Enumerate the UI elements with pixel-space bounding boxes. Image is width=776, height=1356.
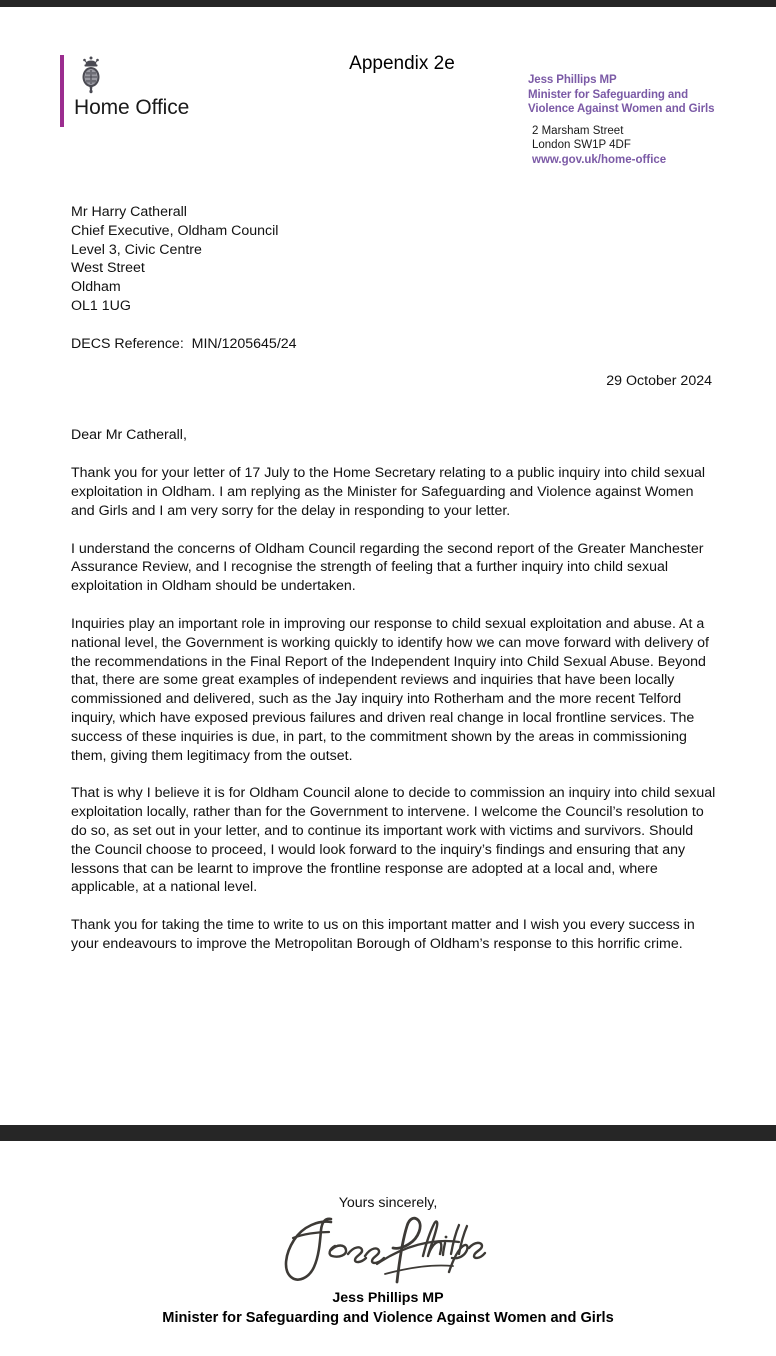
recipient-line-6: OL1 1UG xyxy=(71,297,131,314)
handwritten-signature-icon xyxy=(273,1212,503,1288)
sender-address-line-2: London SW1P 4DF xyxy=(532,139,631,151)
home-office-wordmark: Home Office xyxy=(74,96,190,119)
signer-name: Jess Phillips MP xyxy=(332,1290,444,1306)
salutation: Dear Mr Catherall, xyxy=(71,427,187,444)
recipient-line-1: Mr Harry Catherall xyxy=(71,204,187,220)
recipient-line-3: Level 3, Civic Centre xyxy=(71,241,202,258)
recipient-line-4: West Street xyxy=(71,260,145,277)
top-separator-band xyxy=(0,0,776,7)
decs-reference: DECS Reference: MIN/1205645/24 xyxy=(71,335,297,352)
recipient-line-5: Oldham xyxy=(71,279,121,296)
letter-body xyxy=(71,203,716,968)
signature-image xyxy=(0,1211,776,1289)
letter-date: 29 October 2024 xyxy=(606,372,712,389)
body-paragraph-3: Inquiries play an important role in improving our response to child sexual exploitation and abuse. At a national level, the Government is working quickly to identify how we can move forward with delivery of the recommendations in the Final Report of the Independent Inquiry into Child Sexual Abuse. Beyond that, there are some great examples of independent reviews and inquiries that have been locally commissioned and delivered, such as the Jay inquiry into Rotherham and the more recent Telford inquiry, which have exposed previous failures and driven real change in local frontline services. The success of these inquiries is due, in part, to the commitment shown by the areas in commissioning them, giving them legitimacy from the outset. xyxy=(71,615,709,764)
minister-title-line-1: Minister for Safeguarding and xyxy=(528,88,689,101)
recipient-address-block xyxy=(71,203,716,316)
letter-header xyxy=(0,7,776,177)
sender-contact-block xyxy=(528,73,763,168)
minister-name: Jess Phillips MP xyxy=(528,74,617,86)
body-paragraph-1: Thank you for your letter of 17 July to the Home Secretary relating to a public inquiry into child sexual exploitation in Oldham. I am replying as the Minister for Safeguarding and Violence against Women and Girls and I am very sorry for the delay in responding to your letter. xyxy=(71,465,706,519)
body-paragraph-4: That is why I believe it is for Oldham Council alone to decide to commission an inquiry into child sexual exploitation locally, rather than for the Government to intervene. I welcome the Council’s resolution to do so, as set out in your letter, and to continue its important work with victims and survivors. Should the Council choose to proceed, I would look forward to the inquiry’s findings and ensuring that any lessons that can be learnt to improve the frontline response are adopted at a local and, where applicable, at a national level. xyxy=(71,785,716,896)
signature-section xyxy=(0,1141,776,1356)
body-paragraph-5: Thank you for taking the time to write to us on this important matter and I wish you every success in your endeavours to improve the Metropolitan Borough of Oldham’s response to this horrific crime. xyxy=(71,917,695,952)
minister-title-line-2: Violence Against Women and Girls xyxy=(528,103,715,115)
letter-page xyxy=(0,7,776,1125)
recipient-line-2: Chief Executive, Oldham Council xyxy=(71,222,279,239)
home-office-website-link[interactable]: www.gov.uk/home-office xyxy=(532,153,667,166)
page-separator-band xyxy=(0,1125,776,1141)
sender-address-line-1: 2 Marsham Street xyxy=(532,124,624,137)
closing-salutation: Yours sincerely, xyxy=(338,1195,438,1211)
appendix-title: Appendix 2e xyxy=(349,53,455,74)
signer-role: Minister for Safeguarding and Violence Against Women and Girls xyxy=(162,1310,614,1326)
body-paragraph-2: I understand the concerns of Oldham Council regarding the second report of the Greater Manchester Assurance Review, and I recognise the strength of feeling that a further inquiry into child sexual exploitation in Oldham should be undertaken. xyxy=(71,540,704,595)
